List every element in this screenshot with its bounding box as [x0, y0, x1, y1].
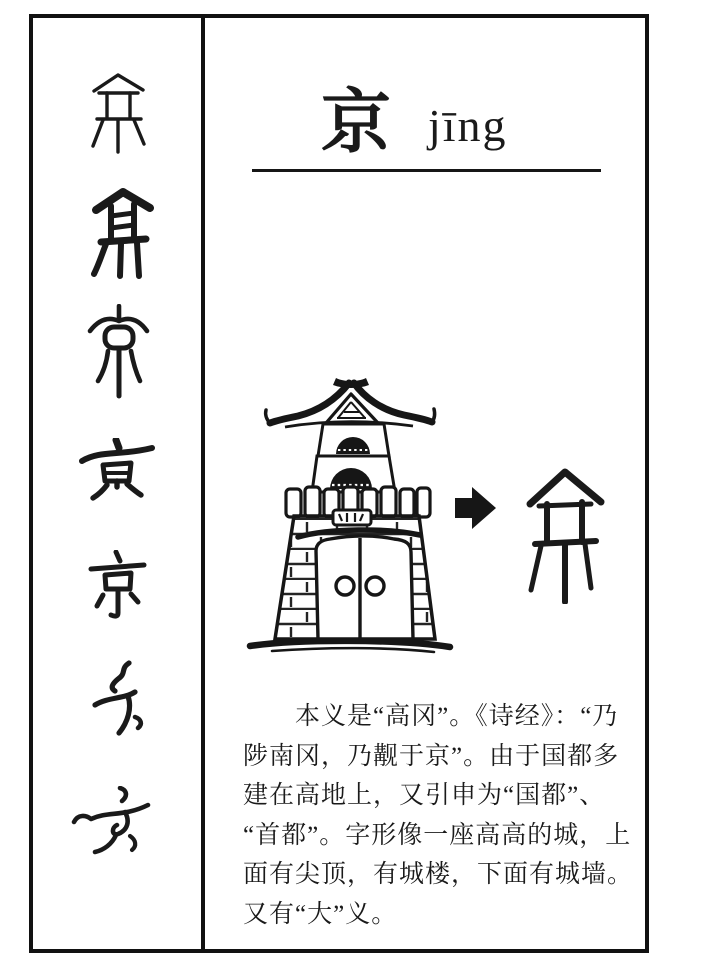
paragraph-line: 面有尖顶，有城楼，下面有城墙。 — [243, 861, 634, 888]
ancient-form-glyph — [518, 458, 612, 604]
oracle-bone-script-glyph — [86, 72, 150, 154]
paragraph-line: 陟南冈，乃觏于京”。由于国都多 — [243, 742, 620, 770]
right-arrow-icon — [455, 485, 497, 531]
bronze-script-glyph — [88, 186, 158, 282]
clerical-script-glyph — [78, 438, 156, 506]
regular-script-glyph — [84, 550, 150, 624]
paragraph-line: 又有“大”义。 — [243, 900, 398, 928]
paragraph-line: 建在高地上，又引申为“国都”、 — [243, 782, 606, 809]
paragraph-line: 本义是“高冈”。《诗经》：“乃 — [295, 703, 619, 730]
etymology-paragraph — [243, 697, 643, 934]
headword-pinyin: jīng — [428, 100, 508, 151]
running-script-glyph — [70, 786, 152, 858]
headword-character: 京 — [321, 85, 391, 162]
paragraph-line: “首都”。字形像一座高高的城，上 — [243, 821, 632, 849]
small-seal-script-glyph — [86, 304, 150, 402]
header-rule-line — [252, 169, 601, 172]
city-gate-tower-illustration — [238, 370, 460, 662]
column-divider-line — [201, 14, 205, 953]
cursive-script-glyph — [90, 660, 152, 740]
